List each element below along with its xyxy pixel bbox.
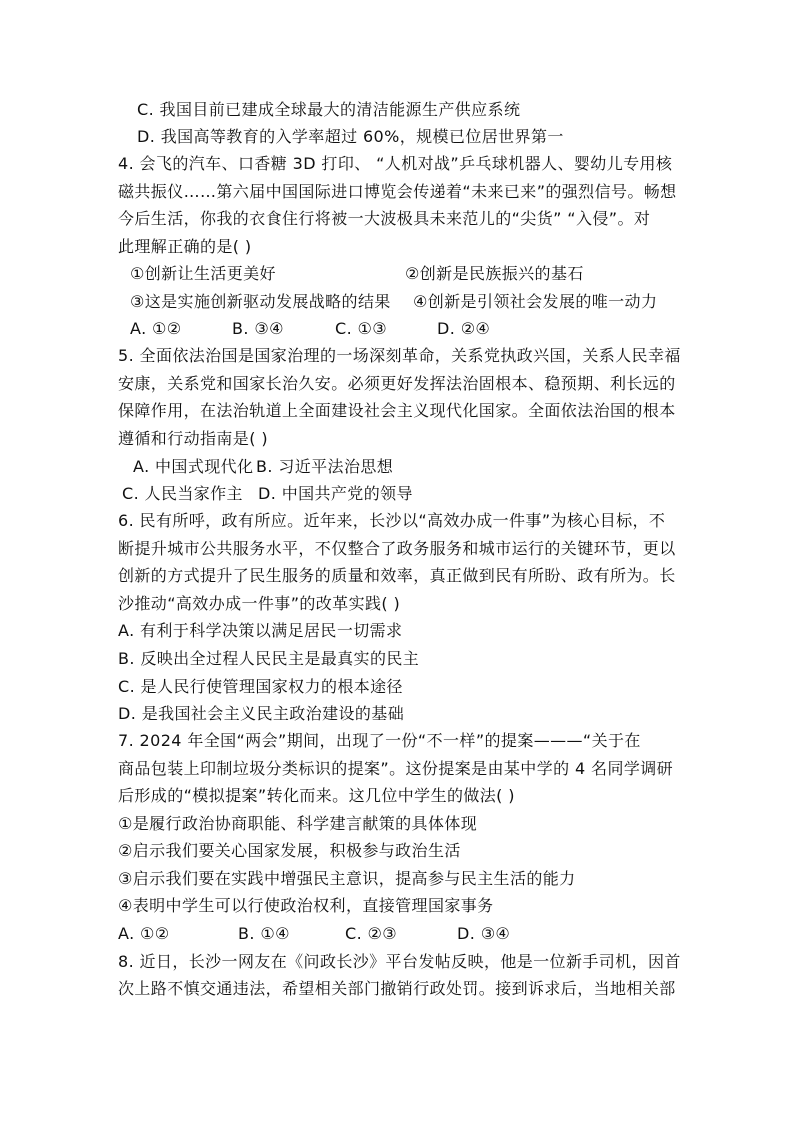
q7-choice-a: A. ①②	[118, 924, 170, 943]
q4-choice-b: B. ③④	[232, 319, 284, 338]
q4-choice-d: D. ②④	[437, 319, 491, 338]
q5-stem-line-3: 保障作用，在法治轨道上全面建设社会主义现代化国家。全面依法治国的根本	[118, 401, 676, 420]
q6-choice-d: D. 是我国社会主义民主政治建设的基础	[118, 704, 405, 723]
q7-item-4: ④表明中学生可以行使政治权利，直接管理国家事务	[118, 896, 494, 915]
q4-stem-line-1: 4. 会飞的汽车、口香糖 3D 打印、 “人机对战”乒乓球机器人、婴幼儿专用核	[118, 154, 673, 173]
q4-item-4: ④创新是引领社会发展的唯一动力	[413, 292, 658, 311]
q5-stem-line-1: 5. 全面依法治国是国家治理的一场深刻革命，关系党执政兴国，关系人民幸福	[118, 346, 681, 365]
q4-choice-a: A. ①②	[130, 319, 182, 338]
q6-stem-line-1: 6. 民有所呼，政有所应。近年来，长沙以“高效办成一件事”为核心目标，不	[118, 511, 666, 530]
q3-option-c: C. 我国目前已建成全球最大的清洁能源生产供应系统	[137, 100, 521, 119]
q4-choice-c: C. ①③	[335, 319, 388, 338]
q7-choice-b: B. ①④	[238, 924, 290, 943]
q4-item-3: ③这是实施创新驱动发展战略的结果	[130, 292, 391, 311]
q5-choice-b: B. 习近平法治思想	[256, 457, 394, 476]
q7-item-3: ③启示我们要在实践中增强民主意识，提高参与民主生活的能力	[118, 869, 576, 888]
q6-stem-line-3: 创新的方式提升了民生服务的质量和效率，真正做到民有所盼、政有所为。长	[118, 566, 676, 585]
q7-stem-line-3: 后形成的“模拟提案”转化而来。这几位中学生的做法( )	[118, 786, 515, 805]
q7-choice-d: D. ③④	[457, 924, 511, 943]
q3-option-d: D. 我国高等教育的入学率超过 60%，规模已位居世界第一	[137, 127, 564, 146]
q7-stem-line-1: 7. 2024 年全国“两会”期间，出现了一份“不一样”的提案———“关于在	[118, 731, 641, 750]
q6-choice-a: A. 有利于科学决策以满足居民一切需求	[118, 621, 403, 640]
q7-item-2: ②启示我们要关心国家发展，积极参与政治生活	[118, 841, 461, 860]
q8-stem-line-1: 8. 近日，长沙一网友在《问政长沙》平台发帖反映，他是一位新手司机，因首	[118, 952, 681, 971]
q5-choice-c: C. 人民当家作主	[122, 484, 243, 503]
q4-stem-line-4: 此理解正确的是( )	[118, 237, 252, 256]
q8-stem-line-2: 次上路不慎交通违法，希望相关部门撤销行政处罚。接到诉求后，当地相关部	[118, 979, 676, 998]
q4-item-1: ①创新让生活更美好	[130, 264, 276, 283]
q7-stem-line-2: 商品包装上印制垃圾分类标识的提案”。这份提案是由某中学的 4 名同学调研	[118, 759, 674, 778]
q6-stem-line-2: 断提升城市公共服务水平，不仅整合了政务服务和城市运行的关键环节，更以	[118, 539, 676, 558]
q4-item-2: ②创新是民族振兴的基石	[405, 264, 584, 283]
q4-stem-line-2: 磁共振仪……第六届中国国际进口博览会传递着“未来已来”的强烈信号。畅想	[118, 182, 677, 201]
q4-stem-line-3: 今后生活，你我的衣食住行将被一大波极具未来范儿的“尖货” “入侵”。对	[118, 209, 651, 228]
q7-item-1: ①是履行政治协商职能、科学建言献策的具体体现	[118, 814, 478, 833]
q5-stem-line-2: 安康，关系党和国家长治久安。必须更好发挥法治固根本、稳预期、利长远的	[118, 374, 676, 393]
q5-choice-d: D. 中国共产党的领导	[258, 484, 413, 503]
q5-choice-a: A. 中国式现代化	[133, 457, 254, 476]
q6-choice-c: C. 是人民行使管理国家权力的根本途径	[118, 677, 403, 696]
q6-choice-b: B. 反映出全过程人民民主是最真实的民主	[118, 649, 420, 668]
q7-choice-c: C. ②③	[345, 924, 398, 943]
q6-stem-line-4: 沙推动“高效办成一件事”的改革实践( )	[118, 594, 401, 613]
q5-stem-line-4: 遵循和行动指南是( )	[118, 429, 268, 448]
